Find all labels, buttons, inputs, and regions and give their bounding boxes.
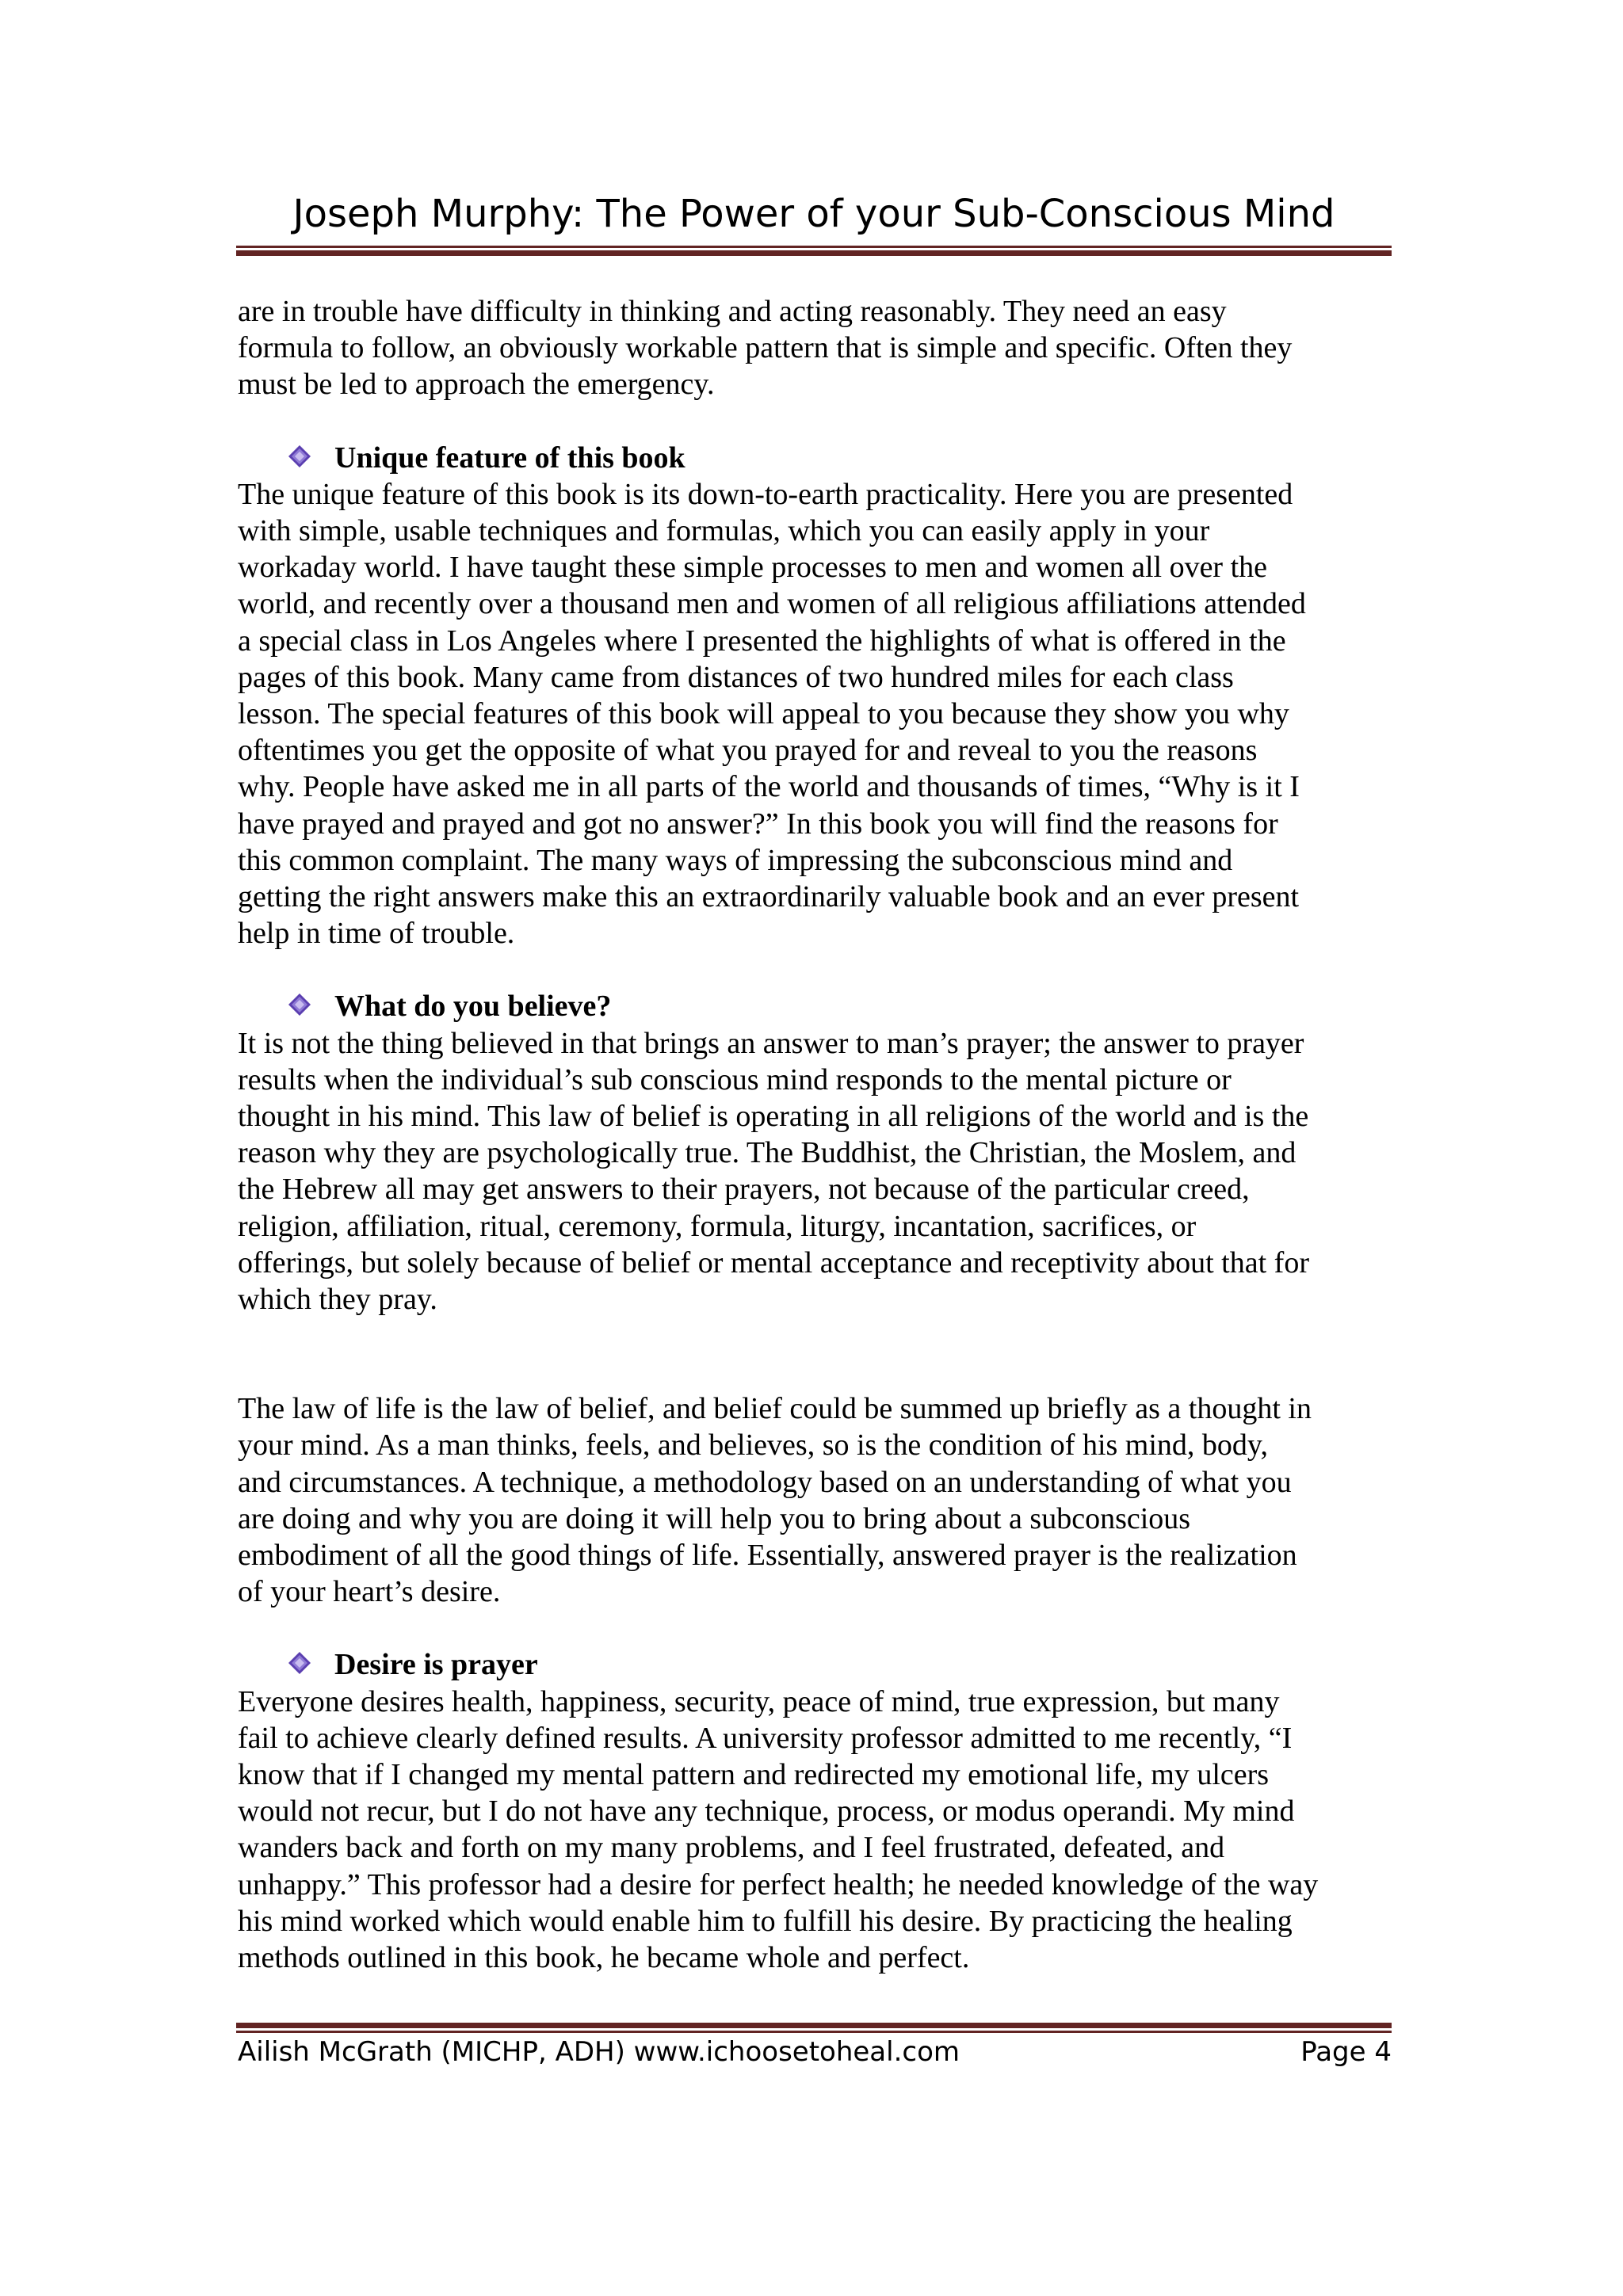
diamond-bullet-icon	[288, 444, 311, 468]
text-line: fail to achieve clearly defined results. A university professor admitted to me recently, “I	[238, 1721, 1293, 1755]
text-line: thought in his mind. This law of belief is operating in all religions of the world and is the	[238, 1100, 1309, 1134]
text-line: formula to follow, an obviously workable pattern that is simple and specific. Often they	[238, 331, 1293, 365]
section-paragraph	[238, 1025, 1395, 1318]
text-line: his mind worked which would enable him to fulfill his desire. By practicing the healing	[238, 1904, 1293, 1938]
section-heading-text: Desire is prayer	[334, 1648, 538, 1682]
text-line: results when the individual’s sub conscious mind responds to the mental picture or	[238, 1062, 1232, 1097]
text-line: offerings, but solely because of belief or mental acceptance and receptivity about that for	[238, 1245, 1309, 1280]
section-paragraph	[238, 1390, 1395, 1610]
text-line: getting the right answers make this an extraordinarily valuable book and an ever present	[238, 880, 1300, 914]
section-heading-text: What do you believe?	[334, 990, 612, 1024]
text-line: the Hebrew all may get answers to their prayers, not because of the particular creed,	[238, 1173, 1250, 1207]
section-heading-text: Unique feature of this book	[334, 441, 685, 475]
text-line: unhappy.” This professor had a desire for perfect health; he needed knowledge of the way	[238, 1867, 1319, 1901]
page-header	[236, 190, 1392, 238]
text-line: reason why they are psychologically true. The Buddhist, the Christian, the Moslem, and	[238, 1136, 1296, 1170]
text-line: Everyone desires health, happiness, security, peace of mind, true expression, but many	[238, 1684, 1280, 1718]
diamond-bullet-icon	[288, 1651, 311, 1675]
text-line: must be led to approach the emergency.	[238, 368, 715, 402]
text-line: which they pray.	[238, 1283, 437, 1317]
text-line: this common complaint. The many ways of impressing the subconscious mind and	[238, 843, 1233, 877]
text-line: pages of this book. Many came from distances of two hundred miles for each class	[238, 660, 1234, 694]
section-heading-what-do-you-believe	[238, 988, 1395, 1024]
text-line: know that if I changed my mental pattern and redirected my emotional life, my ulcers	[238, 1758, 1270, 1792]
header-rule	[236, 246, 1392, 256]
text-line: and circumstances. A technique, a methodology based on an understanding of what you	[238, 1465, 1292, 1499]
text-line: a special class in Los Angeles where I presented the highlights of what is offered in the	[238, 624, 1286, 658]
text-line: of your heart’s desire.	[238, 1575, 501, 1609]
text-line: your mind. As a man thinks, feels, and believes, so is the condition of his mind, body,	[238, 1428, 1268, 1463]
section-heading-unique-feature	[238, 440, 1395, 476]
intro-paragraph	[238, 293, 1395, 403]
text-line: oftentimes you get the opposite of what you prayed for and reveal to you the reasons	[238, 734, 1258, 768]
footer-author: Ailish McGrath (MICHP, ADH) www.ichoosetoheal.com	[238, 2036, 960, 2068]
text-line: world, and recently over a thousand men and women of all religious affiliations attended	[238, 587, 1306, 621]
text-line: wanders back and forth on my many problems, and I feel frustrated, defeated, and	[238, 1831, 1225, 1865]
text-line: have prayed and prayed and got no answer?” In this book you will find the reasons for	[238, 807, 1278, 841]
section-paragraph	[238, 1684, 1395, 1977]
text-line: embodiment of all the good things of life. Essentially, answered prayer is the realization	[238, 1539, 1297, 1573]
text-line: The law of life is the law of belief, and belief could be summed up briefly as a thought in	[238, 1392, 1312, 1426]
page-body	[238, 293, 1395, 1976]
text-line: with simple, usable techniques and formulas, which you can easily apply in your	[238, 514, 1210, 547]
text-line: workaday world. I have taught these simple processes to men and women all over the	[238, 551, 1268, 585]
section-heading-desire-is-prayer	[238, 1646, 1395, 1683]
text-line: lesson. The special features of this book will appeal to you because they show you why	[238, 697, 1289, 731]
text-line: The unique feature of this book is its down-to-earth practicality. Here you are presented	[238, 477, 1293, 511]
text-line: help in time of trouble.	[238, 917, 515, 951]
running-header-title: Joseph Murphy: The Power of your Sub-Conscious Mind	[292, 192, 1335, 236]
text-line: are doing and why you are doing it will help you to bring about a subconscious	[238, 1501, 1191, 1535]
diamond-bullet-icon	[288, 993, 311, 1016]
text-line: are in trouble have difficulty in thinking and acting reasonably. They need an easy	[238, 295, 1227, 328]
text-line: religion, affiliation, ritual, ceremony, formula, liturgy, incantation, sacrifices, or	[238, 1209, 1197, 1243]
text-line: methods outlined in this book, he became whole and perfect.	[238, 1941, 970, 1975]
page-footer	[238, 2032, 1392, 2072]
text-line: It is not the thing believed in that brings an answer to man’s prayer; the answer to prayer	[238, 1026, 1304, 1060]
section-paragraph	[238, 476, 1395, 952]
text-line: would not recur, but I do not have any technique, process, or modus operandi. My mind	[238, 1794, 1295, 1829]
page-number: Page 4	[1300, 2036, 1392, 2068]
text-line: why. People have asked me in all parts of the world and thousands of times, “Why is it I	[238, 770, 1300, 804]
